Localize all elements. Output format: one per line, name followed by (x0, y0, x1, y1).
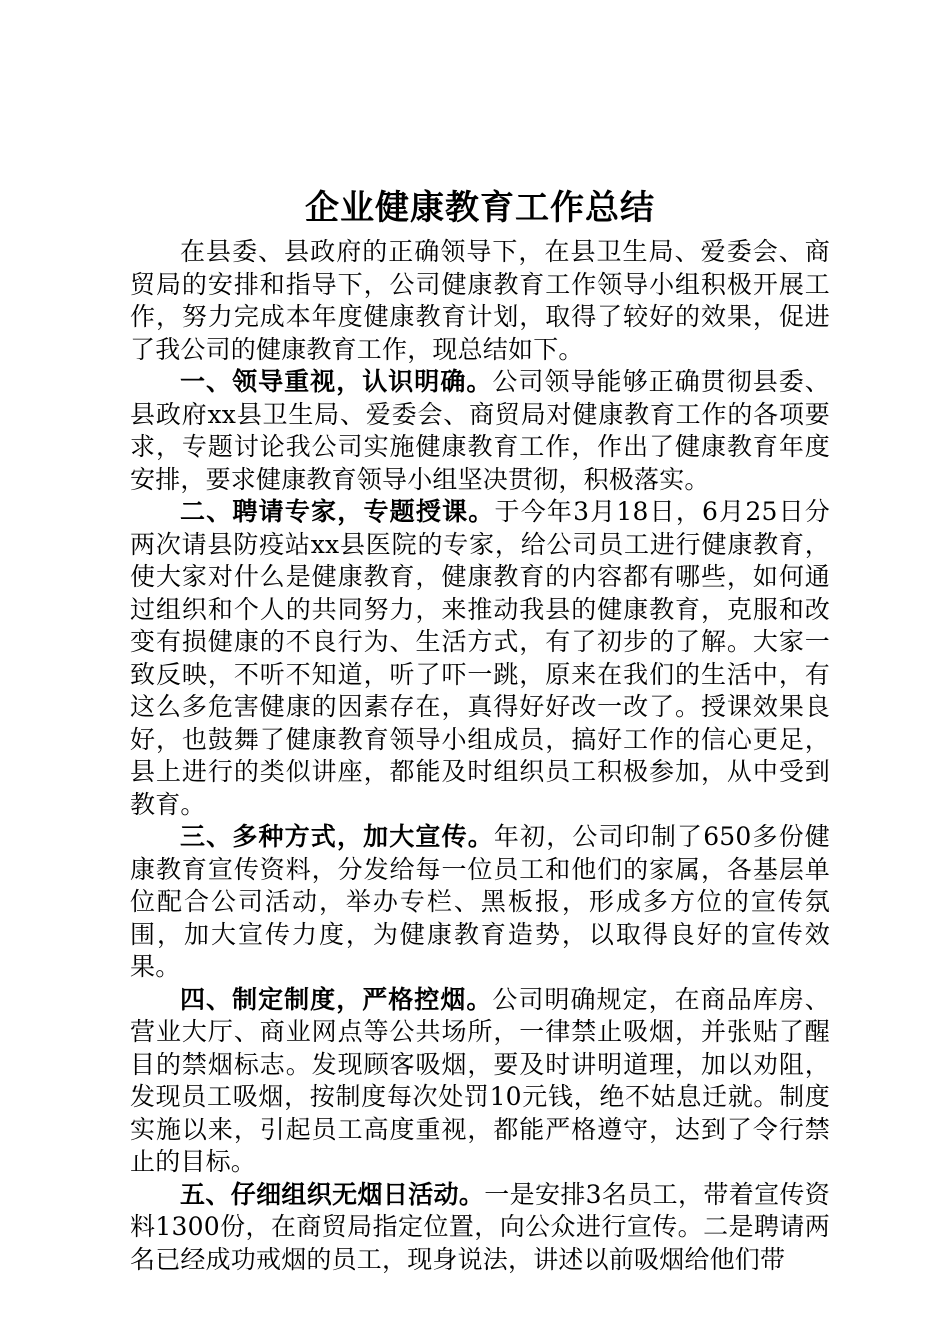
section-1-body: 公司领导能够正确贯彻县委、县政府xx县卫生局、爱委会、商贸局对健康教育工作的各项要求，专题讨论我公司实施健康教育工作，作出了健康教育年度安排，要求健康教育领导小组坚决贯彻，积极落实。 (130, 367, 830, 494)
document-title: 企业健康教育工作总结 (305, 188, 655, 228)
section-3-body: 年初，公司印制了650多份健康教育宣传资料，分发给每一位员工和他们的家属，各基层单位配合公司活动，举办专栏、黑板报，形成多方位的宣传氛围，加大宣传力度，为健康教育造势，以取得良好的宣传效果。 (130, 822, 830, 981)
section-1-paragraph (130, 366, 830, 496)
section-1-heading: 一、领导重视，认识明确。 (180, 367, 493, 396)
section-2-paragraph (130, 496, 830, 821)
section-3-paragraph (130, 821, 830, 984)
section-5-paragraph (130, 1179, 830, 1277)
intro-paragraph: 在县委、县政府的正确领导下，在县卫生局、爱委会、商贸局的安排和指导下，公司健康教育工作领导小组积极开展工作，努力完成本年度健康教育计划，取得了较好的效果，促进了我公司的健康教育工作，现总结如下。 (130, 237, 830, 364)
section-4-paragraph (130, 984, 830, 1179)
section-2-heading: 二、聘请专家，专题授课。 (180, 497, 495, 526)
section-4-heading: 四、制定制度，严格控烟。 (180, 984, 493, 1014)
section-2-body: 于今年3月18日，6月25日分两次请县防疫站xx县医院的专家，给公司员工进行健康教育，使大家对什么是健康教育，健康教育的内容都有哪些，如何通过组织和个人的共同努力，来推动我县的健康教育，克服和改变有损健康的不良行为、生活方式，有了初步的了解。大家一致反映，不听不知道，听了吓一跳，原来在我们的生活中，有这么多危害健康的因素存在，真得好好改一改了。授课效果良好，也鼓舞了健康教育领导小组成员，搞好工作的信心更足，县上进行的类似讲座，都能及时组织员工积极参加，从中受到教育。 (130, 497, 830, 819)
section-3-heading: 三、多种方式，加大宣传。 (180, 822, 494, 851)
section-4-body: 公司明确规定，在商品库房、营业大厅、商业网点等公共场所，一律禁止吸烟，并张贴了醒目的禁烟标志。发现顾客吸烟，要及时讲明道理，加以劝阻，发现员工吸烟，按制度每次处罚10元钱，绝不姑息迁就。制度实施以来，引起员工高度重视，都能严格遵守，达到了令行禁止的目标。 (130, 984, 830, 1176)
document-body (130, 186, 830, 1276)
section-5-heading: 五、仔细组织无烟日活动。 (180, 1179, 485, 1209)
section-5-body: 一是安排3名员工，带着宣传资料1300份，在商贸局指定位置，向公众进行宣传。二是聘请两名已经成功戒烟的员工，现身说法，讲述以前吸烟给他们带 (130, 1179, 830, 1274)
